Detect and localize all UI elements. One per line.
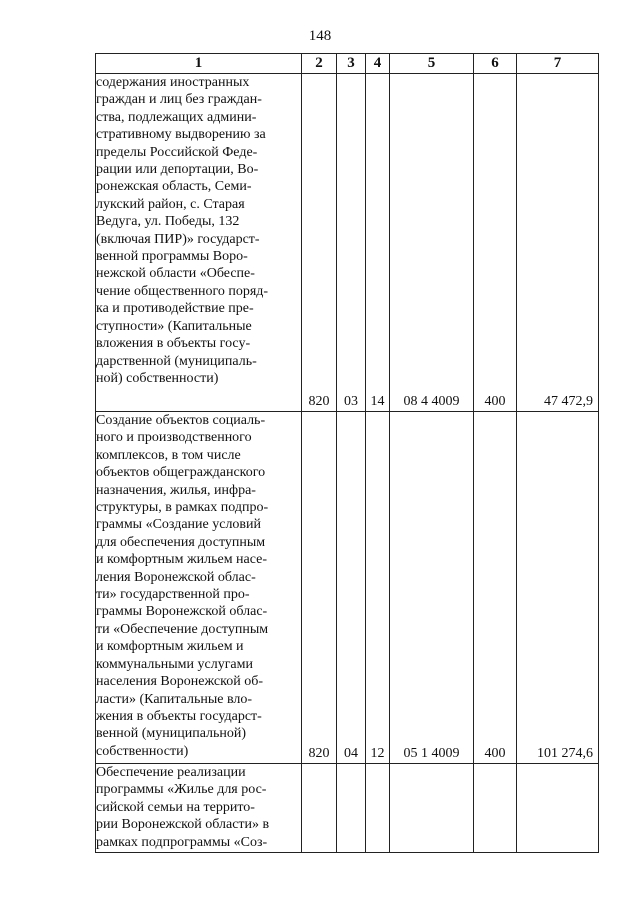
target-article-code: 05 1 4009	[390, 412, 474, 764]
header-row	[96, 54, 599, 74]
header-col-1: 1	[96, 54, 302, 74]
ministry-code	[302, 764, 337, 853]
subsection-code: 14	[366, 74, 390, 412]
header-col-2: 2	[302, 54, 337, 74]
budget-table	[95, 53, 599, 853]
target-article-code	[390, 764, 474, 853]
expense-type-code: 400	[474, 412, 517, 764]
amount-value: 101 274,6	[517, 412, 599, 764]
header-col-7: 7	[517, 54, 599, 74]
table-row	[96, 412, 599, 764]
header-col-5: 5	[390, 54, 474, 74]
section-code: 03	[337, 74, 366, 412]
header-col-6: 6	[474, 54, 517, 74]
ministry-code: 820	[302, 74, 337, 412]
row-description: содержания иностранных граждан и лиц без граждан- ства, подлежащих админи- стративному выдворению за пределы Российской Феде- рации или депортации, Во- ронежская область, Семи- лукский район, с. Старая Ведуга, ул. Победы, 132 (включая ПИР)» государст- венной программы Воро- нежской области «Обеспе- чение общественного поряд- ка и противодействие пре- ступности» (Капитальные вложения в объекты госу- дарственной (муниципаль- ной) собственности)	[96, 74, 302, 412]
expense-type-code	[474, 764, 517, 853]
table-row	[96, 74, 599, 412]
expense-type-code: 400	[474, 74, 517, 412]
table-row	[96, 764, 599, 853]
target-article-code: 08 4 4009	[390, 74, 474, 412]
section-code	[337, 764, 366, 853]
amount-value: 47 472,9	[517, 74, 599, 412]
row-description: Создание объектов социаль- ного и производственного комплексов, в том числе объектов общегражданского назначения, жилья, инфра- структуры, в рамках подпро- граммы «Создание условий для обеспечения доступным и комфортным жильем насе- ления Воронежской облас- ти» государственной про- граммы Воронежской облас- ти «Обеспечение доступным и комфортным жильем и коммунальными услугами населения Воронежской об- ласти» (Капитальные вло- жения в объекты государст- венной (муниципальной) собственности)	[96, 412, 302, 764]
section-code: 04	[337, 412, 366, 764]
row-description: Обеспечение реализации программы «Жилье для рос- сийской семьи на террито- рии Воронежской области» в рамках подпрограммы «Соз-	[96, 764, 302, 853]
subsection-code	[366, 764, 390, 853]
header-col-4: 4	[366, 54, 390, 74]
amount-value	[517, 764, 599, 853]
page-number: 148	[308, 28, 332, 44]
ministry-code: 820	[302, 412, 337, 764]
subsection-code: 12	[366, 412, 390, 764]
header-col-3: 3	[337, 54, 366, 74]
